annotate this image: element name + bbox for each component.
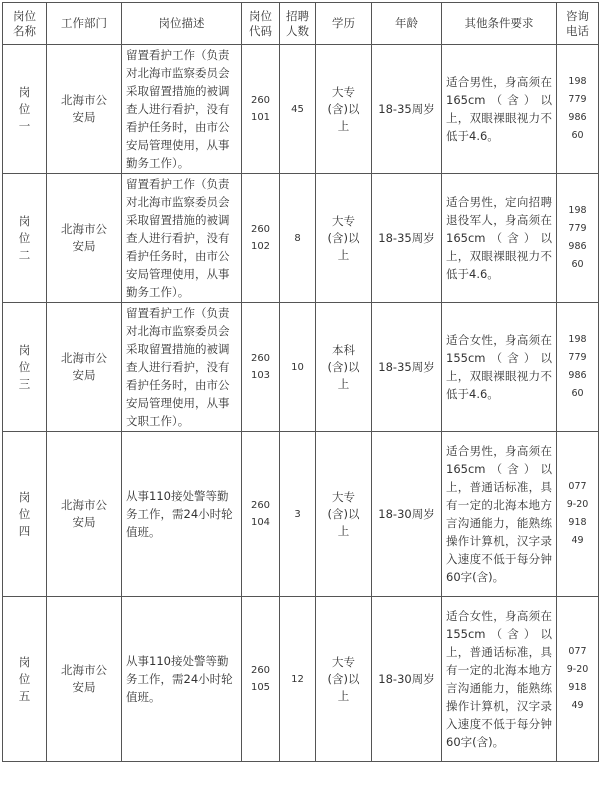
position-name-cell: 岗位二 bbox=[3, 174, 47, 303]
code-cell: 260105 bbox=[242, 597, 280, 762]
department-cell: 北海市公安局 bbox=[47, 45, 122, 174]
position-name-cell: 岗位五 bbox=[3, 597, 47, 762]
table-row bbox=[3, 45, 599, 174]
code-cell: 260104 bbox=[242, 432, 280, 597]
position-name-cell: 岗位四 bbox=[3, 432, 47, 597]
position-name-cell: 岗位三 bbox=[3, 303, 47, 432]
education-cell: 大专(含)以上 bbox=[316, 45, 372, 174]
phone-cell: 0779-2091849 bbox=[557, 432, 599, 597]
department-cell: 北海市公安局 bbox=[47, 174, 122, 303]
description-cell: 留置看护工作（负责对北海市监察委员会采取留置措施的被调查人进行看护，没有看护任务时，由市公安局管理使用，从事勤务工作）。 bbox=[122, 45, 242, 174]
count-cell: 45 bbox=[280, 45, 316, 174]
header-education: 学历 bbox=[316, 3, 372, 45]
education-cell: 大专(含)以上 bbox=[316, 174, 372, 303]
header-position-name: 岗位名称 bbox=[3, 3, 47, 45]
table-row bbox=[3, 597, 599, 762]
count-cell: 10 bbox=[280, 303, 316, 432]
header-description: 岗位描述 bbox=[122, 3, 242, 45]
phone-cell: 0779-2091849 bbox=[557, 597, 599, 762]
department-cell: 北海市公安局 bbox=[47, 432, 122, 597]
requirements-cell: 适合男性，定向招聘退役军人，身高须在165cm（含）以上，双眼裸眼视力不低于4.6。 bbox=[442, 174, 557, 303]
table-row bbox=[3, 174, 599, 303]
header-other: 其他条件要求 bbox=[442, 3, 557, 45]
age-cell: 18-30周岁 bbox=[372, 432, 442, 597]
description-cell: 从事110接处警等勤务工作，需24小时轮值班。 bbox=[122, 432, 242, 597]
header-count: 招聘人数 bbox=[280, 3, 316, 45]
count-cell: 12 bbox=[280, 597, 316, 762]
table-row bbox=[3, 432, 599, 597]
age-cell: 18-35周岁 bbox=[372, 45, 442, 174]
count-cell: 3 bbox=[280, 432, 316, 597]
recruitment-table bbox=[2, 2, 599, 762]
requirements-cell: 适合女性，身高须在155cm（含）以上，普通话标准，具有一定的北海本地方言沟通能力，能熟练操作计算机，汉字录入速度不低于每分钟60字(含)。 bbox=[442, 597, 557, 762]
requirements-cell: 适合男性，身高须在165cm（含）以上，双眼裸眼视力不低于4.6。 bbox=[442, 45, 557, 174]
position-name-cell: 岗位一 bbox=[3, 45, 47, 174]
education-cell: 大专(含)以上 bbox=[316, 597, 372, 762]
header-code: 岗位代码 bbox=[242, 3, 280, 45]
age-cell: 18-35周岁 bbox=[372, 174, 442, 303]
header-department: 工作部门 bbox=[47, 3, 122, 45]
description-cell: 从事110接处警等勤务工作，需24小时轮值班。 bbox=[122, 597, 242, 762]
age-cell: 18-35周岁 bbox=[372, 303, 442, 432]
header-row bbox=[3, 3, 599, 45]
table-row bbox=[3, 303, 599, 432]
requirements-cell: 适合女性，身高须在155cm（含）以上，双眼裸眼视力不低于4.6。 bbox=[442, 303, 557, 432]
department-cell: 北海市公安局 bbox=[47, 303, 122, 432]
count-cell: 8 bbox=[280, 174, 316, 303]
phone-cell: 19877998660 bbox=[557, 45, 599, 174]
code-cell: 260103 bbox=[242, 303, 280, 432]
department-cell: 北海市公安局 bbox=[47, 597, 122, 762]
phone-cell: 19877998660 bbox=[557, 174, 599, 303]
phone-cell: 19877998660 bbox=[557, 303, 599, 432]
header-phone: 咨询电话 bbox=[557, 3, 599, 45]
code-cell: 260101 bbox=[242, 45, 280, 174]
education-cell: 本科(含)以上 bbox=[316, 303, 372, 432]
education-cell: 大专(含)以上 bbox=[316, 432, 372, 597]
description-cell: 留置看护工作（负责对北海市监察委员会采取留置措施的被调查人进行看护，没有看护任务时，由市公安局管理使用，从事文职工作）。 bbox=[122, 303, 242, 432]
description-cell: 留置看护工作（负责对北海市监察委员会采取留置措施的被调查人进行看护，没有看护任务时，由市公安局管理使用，从事勤务工作）。 bbox=[122, 174, 242, 303]
age-cell: 18-30周岁 bbox=[372, 597, 442, 762]
header-age: 年龄 bbox=[372, 3, 442, 45]
requirements-cell: 适合男性，身高须在165cm（含）以上，普通话标准，具有一定的北海本地方言沟通能力，能熟练操作计算机，汉字录入速度不低于每分钟60字(含)。 bbox=[442, 432, 557, 597]
code-cell: 260102 bbox=[242, 174, 280, 303]
